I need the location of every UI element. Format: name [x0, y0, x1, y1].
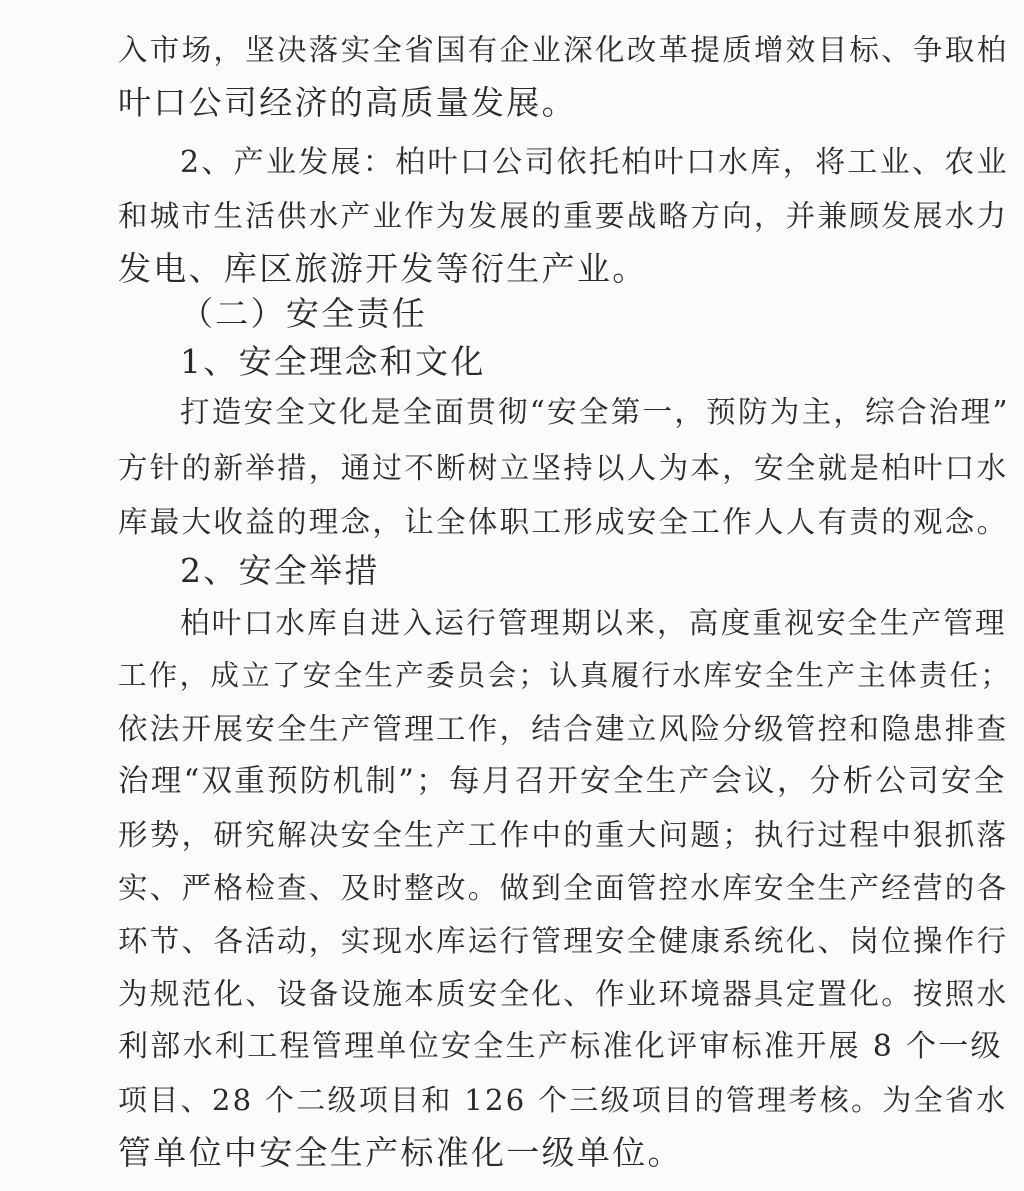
subsection-heading: 1、安全理念和文化 — [180, 342, 486, 381]
text-line: 依法开展安全生产管理工作，结合建立风险分级管控和隐患排查 — [118, 712, 1009, 746]
text-line: 和城市生活供水产业作为发展的重要战略方向，并兼顾发展水力 — [118, 199, 1009, 233]
text-line: 治理“双重预防机制”；每月召开安全生产会议，分析公司安全 — [118, 764, 1007, 799]
text-line: 方针的新举措，通过不断树立坚持以人为本，安全就是柏叶口水 — [118, 451, 1009, 485]
text-line: 利部水利工程管理单位安全生产标准化评审标准开展 8 个一级 — [118, 1029, 1003, 1064]
text-line: 库最大收益的理念，让全体职工形成安全工作人人有责的观念。 — [118, 505, 1009, 539]
text-line: 实、严格检查、及时整改。做到全面管控水库安全生产经营的各 — [118, 871, 1009, 905]
text-line: 管单位中安全生产标准化一级单位。 — [118, 1133, 683, 1172]
text-line: 柏叶口水库自进入运行管理期以来，高度重视安全生产管理 — [180, 606, 1007, 640]
text-line: 工作，成立了安全生产委员会；认真履行水库安全生产主体责任； — [118, 659, 1012, 692]
text-line: 为规范化、设备设施本质安全化、作业环境器具定置化。按照水 — [118, 977, 1009, 1011]
text-line: 发电、库区旅游开发等衍生产业。 — [118, 249, 648, 288]
text-line: 入市场，坚决落实全省国有企业深化改革提质增效目标、争取柏 — [118, 33, 1009, 67]
text-line: 打造安全文化是全面贯彻“安全第一，预防为主，综合治理” — [180, 395, 1010, 429]
text-line: 环节、各活动，实现水库运行管理安全健康系统化、岗位操作行 — [118, 924, 1009, 958]
subsection-heading: 2、安全举措 — [180, 551, 380, 590]
text-line: 2、产业发展：柏叶口公司依托柏叶口水库，将工业、农业 — [180, 145, 1009, 180]
text-line: 形势，研究解决安全生产工作中的重大问题；执行过程中狠抓落 — [118, 818, 1009, 852]
text-line: 项目、28 个二级项目和 126 个三级项目的管理考核。为全省水 — [118, 1083, 1008, 1117]
text-line: 叶口公司经济的高质量发展。 — [118, 83, 577, 122]
section-heading: （二）安全责任 — [180, 294, 428, 333]
